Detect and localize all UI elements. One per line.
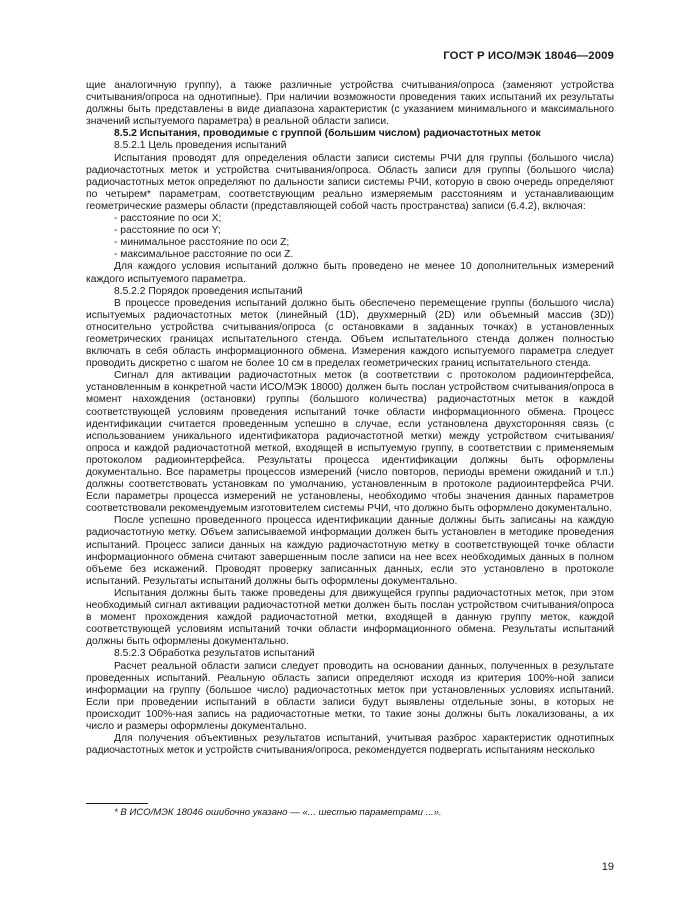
list-item: - максимальное расстояние по оси Z. — [114, 249, 294, 261]
paragraph: В процессе проведения испытаний должно быть обеспечено перемещение группы (большого числа) испытуемых радиочастотных меток (линейный (1D), двухмерный (2D) или объемный массив (3D)) относительно устройства считывания/опроса (с остановками в заданных точках) в установленных геометрических границах испытательного стенда. Объем испытательного стенда должен полностью включать в себя область информационного обмена. Измерения каждого испытуемого параметра следует проводить дискретно с шагом не более 10 см в пределах геометрических границ испытательного стенда. — [86, 297, 614, 370]
paragraph: Для получения объективных результатов испытаний, учитывая разброс характеристик однотипных радиочастотных меток и устройств считывания/опроса, рекомендуется подвергать испытаниям несколько — [86, 733, 614, 757]
subsection-heading-8-5-2-1: 8.5.2.1 Цель проведения испытаний — [114, 140, 287, 152]
footnote-divider — [86, 803, 148, 804]
subsection-heading-8-5-2-3: 8.5.2.3 Обработка результатов испытаний — [114, 648, 315, 660]
subsection-heading-8-5-2-2: 8.5.2.2 Порядок проведения испытаний — [114, 285, 303, 297]
paragraph: Испытания должны быть также проведены для движущейся группы радиочастотных меток, при этом необходимый сигнал активации радиочастотной метки должен быть послан устройством считывания/опроса в момент прохождения каждой радиочастотной метки, входящей в данную группу меток, каждой соответствующей условиям испытаний точки области информационного обмена. Результаты испытаний должны быть оформлены документально. — [86, 587, 614, 648]
section-heading-8-5-2: 8.5.2 Испытания, проводимые с группой (большим числом) радиочастотных меток — [114, 128, 541, 140]
paragraph: Сигнал для активации радиочастотных меток (в соответствии с протоколом радиоинтерфейса, установленным в конкретной части ИСО/МЭК 18000) должен быть послан устройством считывания/опроса в момент нахождения (остановки) группы (большого количества) радиочастотных меток в каждой соответствующей условиям проведения испытаний точке области информационного обмена. Процесс идентификации считается проведенным успешно в случае, если установлена двухсторонняя связь (с использованием уникального идентификатора радиочастотной метки) между устройством считывания/опроса и каждой радиочастотной меткой, входящей в испытуемую группу, в соответствии с применяемым протоколом радиоинтерфейса. Результаты процесса идентификации должны быть оформлены документально. Все параметры процессов измерений (число повторов, периоды времени ожиданий и т.п.) должны соответствовать установкам по умолчанию, установленным в протоколе радиоинтерфейса РЧИ. Если параметры процесса измерений не установлены, необходимо чтобы значения данных параметров соответствовали рекомендуемым изготовителем системы РЧИ, что должно быть оформлено документально. — [86, 370, 614, 515]
paragraph: Расчет реальной области записи следует проводить на основании данных, полученных в результате проведенных испытаний. Реальную область записи определяют исходя из критерия 100%-ной записи информации на группу (большое число) радиочастотных меток при установленных условиях испытаний. Если при проведении испытаний в области записи будут выявлены отдельные зоны, в которых не происходит 100%-ная запись на радиочастотные метки, то такие зоны должны быть локализованы, а их число и размеры оформлены документально. — [86, 660, 614, 732]
footnote: * В ИСО/МЭК 18046 ошибочно указано — «... шестью параметрами ...». — [114, 807, 442, 818]
document-header: ГОСТ Р ИСО/МЭК 18046—2009 — [443, 50, 614, 62]
paragraph: После успешно проведенного процесса идентификации данные должны быть записаны на каждую радиочастотную метку. Объем записываемой информации должен быть установлен в методике проведения испытаний. Процесс записи данных на каждую радиочастотную метку в соответствующей точке области информационного обмена считают завершенным после записи на нее всех необходимых данных в полном объеме без искажений. Проводят проверку записанных данных, если это установлено в протоколе испытаний. Результаты испытаний должны быть оформлены документально. — [86, 515, 614, 587]
paragraph: Испытания проводят для определения области записи системы РЧИ для группы (большого числа) радиочастотных меток и устройства считывания/опроса. Область записи для группы (большого числа) радиочастотных меток определяют по дальности записи системы РЧИ, которую в свою очередь определяют по четырем* параметрам, соответствующим реально измеряемым расстояниям и устанавливающим геометрические размеры области (представляющей собой часть пространства) записи (6.4.2), включая: — [86, 152, 614, 212]
main-text — [86, 80, 614, 757]
paragraph-continuation: щие аналогичную группу), а также различные устройства считывания/опроса (заменяют устройства считывания/опроса на однотипные). При наличии возможности проведения таких испытаний их результаты должны быть представлены в виде диапазона характеристик (с указанием минимального и максимального значений испытуемого параметра) в реальной области записи. — [86, 80, 614, 128]
paragraph: Для каждого условия испытаний должно быть проведено не менее 10 дополнительных измерений каждого испытуемого параметра. — [86, 261, 614, 285]
page-number: 19 — [601, 861, 614, 873]
list-item: - расстояние по оси X; — [114, 213, 222, 225]
list-item: - минимальное расстояние по оси Z; — [114, 237, 290, 249]
list-item: - расстояние по оси Y; — [114, 225, 221, 237]
